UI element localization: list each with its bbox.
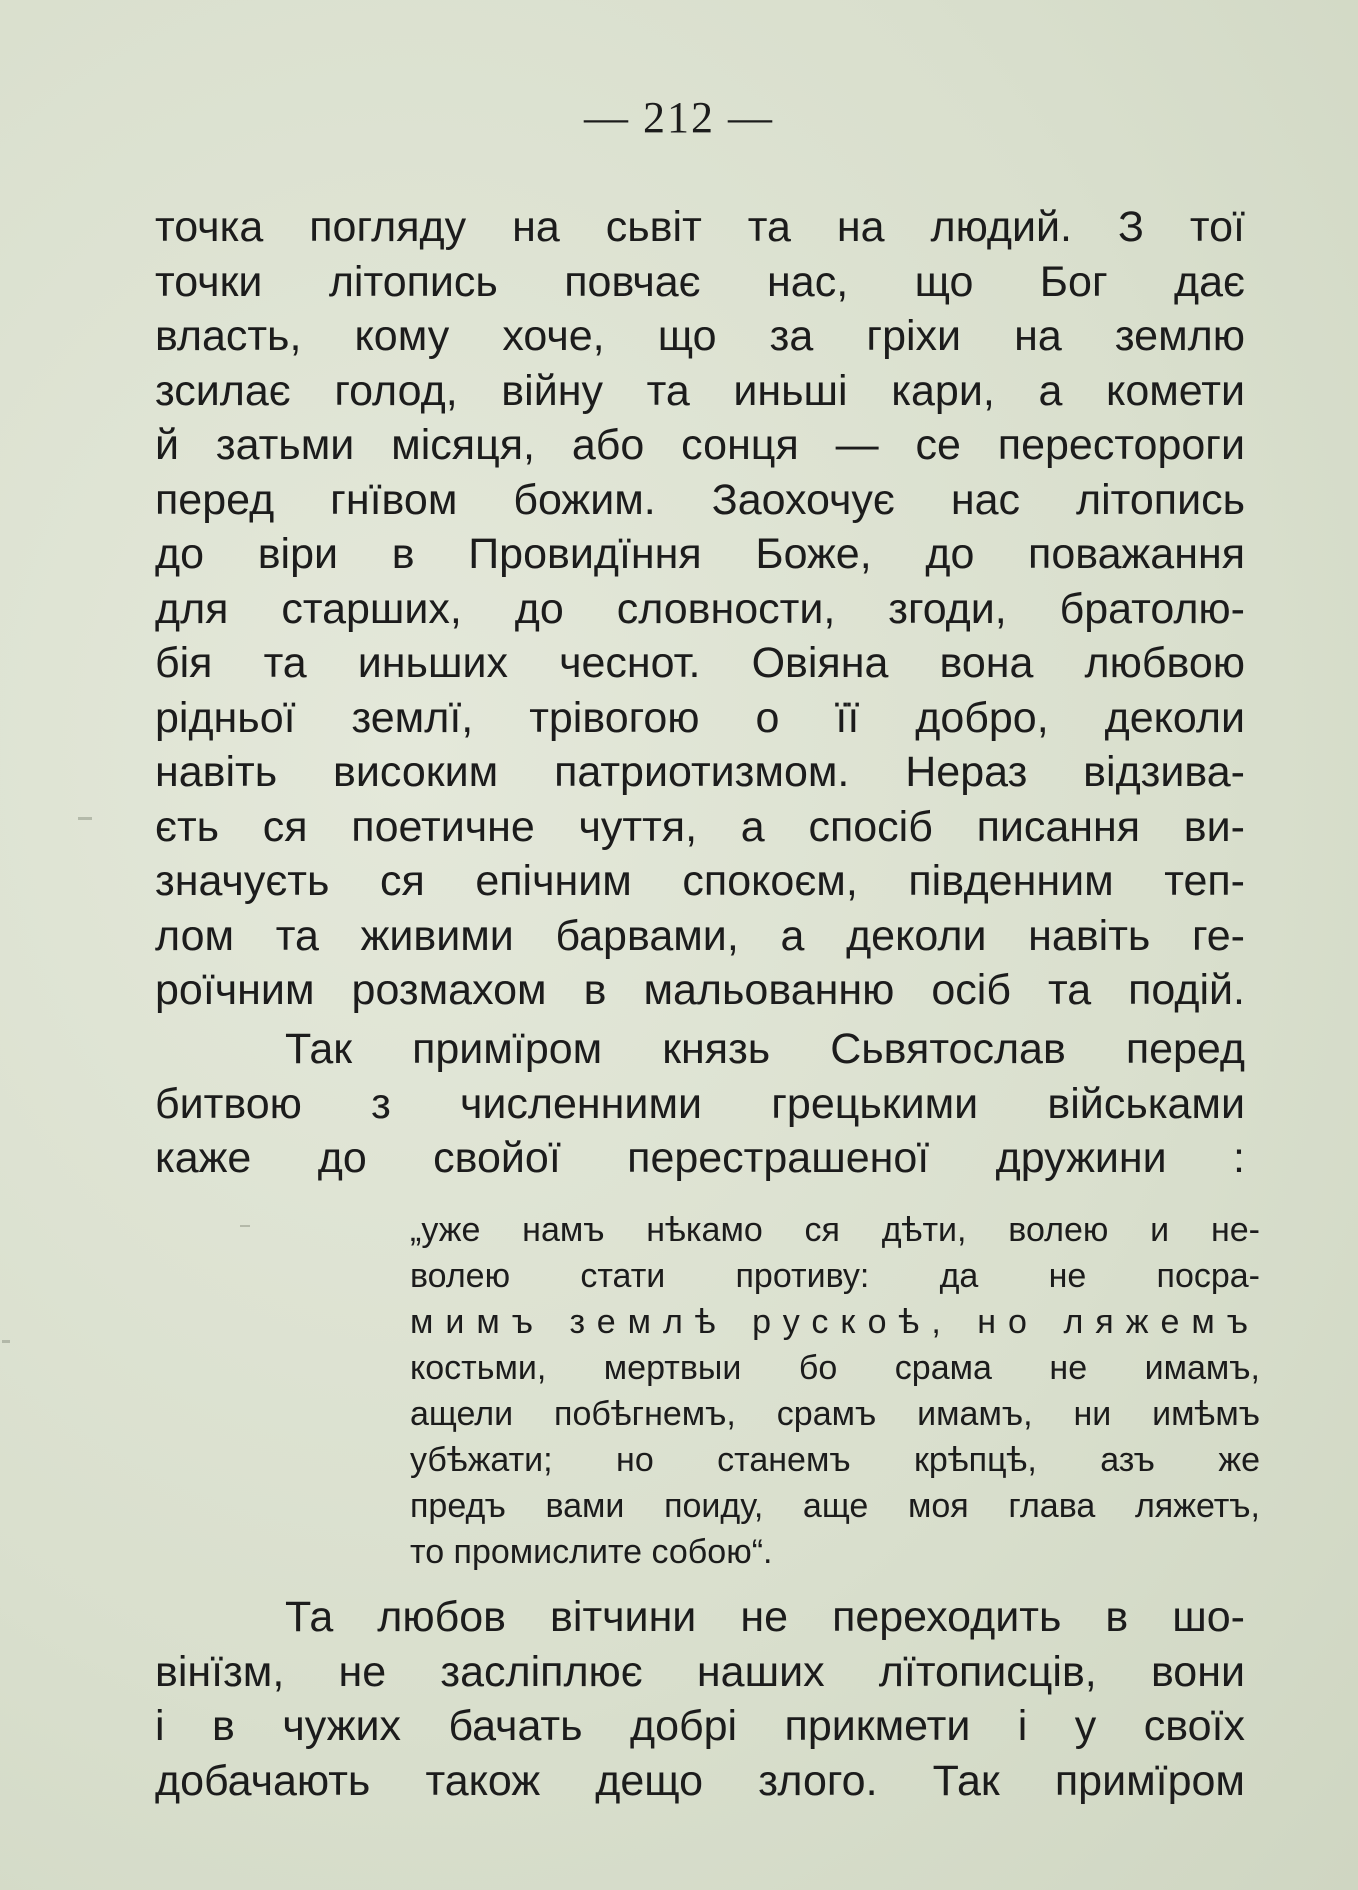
text-line: зсилає голод, війну та иньші кари, а комети (155, 366, 1245, 415)
text-line: і в чужих бачать добрі прикмети і у своїх (155, 1702, 1245, 1750)
text-line: точка погляду на сьвіт та на людий. З тої (155, 203, 1245, 251)
text-line: до віри в Провидїння Боже, до поважання (155, 530, 1245, 578)
block-quote (410, 1207, 1260, 1575)
paper-speck (78, 817, 92, 820)
quote-line: „уже намъ нѣкамо ся дѣти, волею и не- (410, 1211, 1260, 1249)
text-line: й затьми місяця, або сонця — се перестороги (155, 421, 1245, 469)
text-line: вінїзм, не засліплює наших лїтописців, вони (155, 1647, 1245, 1696)
quote-line: то промислите собою“. (410, 1533, 773, 1571)
text-line: роїчним розмахом в мальованню осіб та подій. (155, 966, 1245, 1014)
page-number: — 212 — (584, 93, 774, 142)
text-line: значуєть ся епічним спокоєм, південним теп- (155, 857, 1245, 905)
text-line: навіть високим патриотизмом. Нераз відзива- (155, 748, 1245, 796)
text-line: рідньої землї, трівогою о її добро, деколи (155, 693, 1245, 742)
text-line: бія та иньших чеснот. Овіяна вона любвою (155, 639, 1245, 687)
quote-line: волею стати противу: да не посра- (410, 1257, 1260, 1295)
quote-line: ащели побѣгнемъ, срамъ имамъ, ни имѣмъ (410, 1395, 1260, 1433)
paper-speck (2, 1340, 10, 1343)
text-line: Та любов вітчини не переходить в шо- (285, 1593, 1245, 1641)
text-line: точки літопись повчає нас, що Бог дає (155, 257, 1245, 306)
paper-speck (240, 1225, 250, 1227)
text-line: каже до свойої перестрашеної дружини : (155, 1134, 1245, 1182)
text-line: для старших, до словности, згоди, братолю- (155, 584, 1245, 633)
paragraph-2 (155, 1022, 1245, 1186)
quote-line: убѣжати; но станемъ крѣпцѣ, азъ же (410, 1441, 1260, 1479)
paragraph-4 (155, 1590, 1245, 1808)
quote-line: костьми, мертвыи бо срама не имамъ, (410, 1349, 1260, 1387)
text-line: перед гнївом божим. Заохочує нас літопись (155, 475, 1245, 524)
text-line: єть ся поетичне чуття, а спосіб писання ви- (155, 802, 1245, 851)
text-line: лом та живими барвами, а деколи навіть ге- (155, 911, 1245, 960)
quote-line: мимъ землѣ рускоѣ, но ляжемъ (410, 1303, 1260, 1341)
text-line: добачають також дещо злого. Так примїром (155, 1756, 1245, 1805)
text-line: битвою з численними грецькими військами (155, 1079, 1245, 1128)
quote-line: предъ вами поиду, аще моя глава ляжетъ, (410, 1487, 1260, 1525)
text-line: Так примїром князь Сьвятослав перед (285, 1025, 1245, 1073)
paragraph-1 (155, 200, 1245, 1018)
text-line: власть, кому хоче, що за гріхи на землю (155, 312, 1245, 360)
